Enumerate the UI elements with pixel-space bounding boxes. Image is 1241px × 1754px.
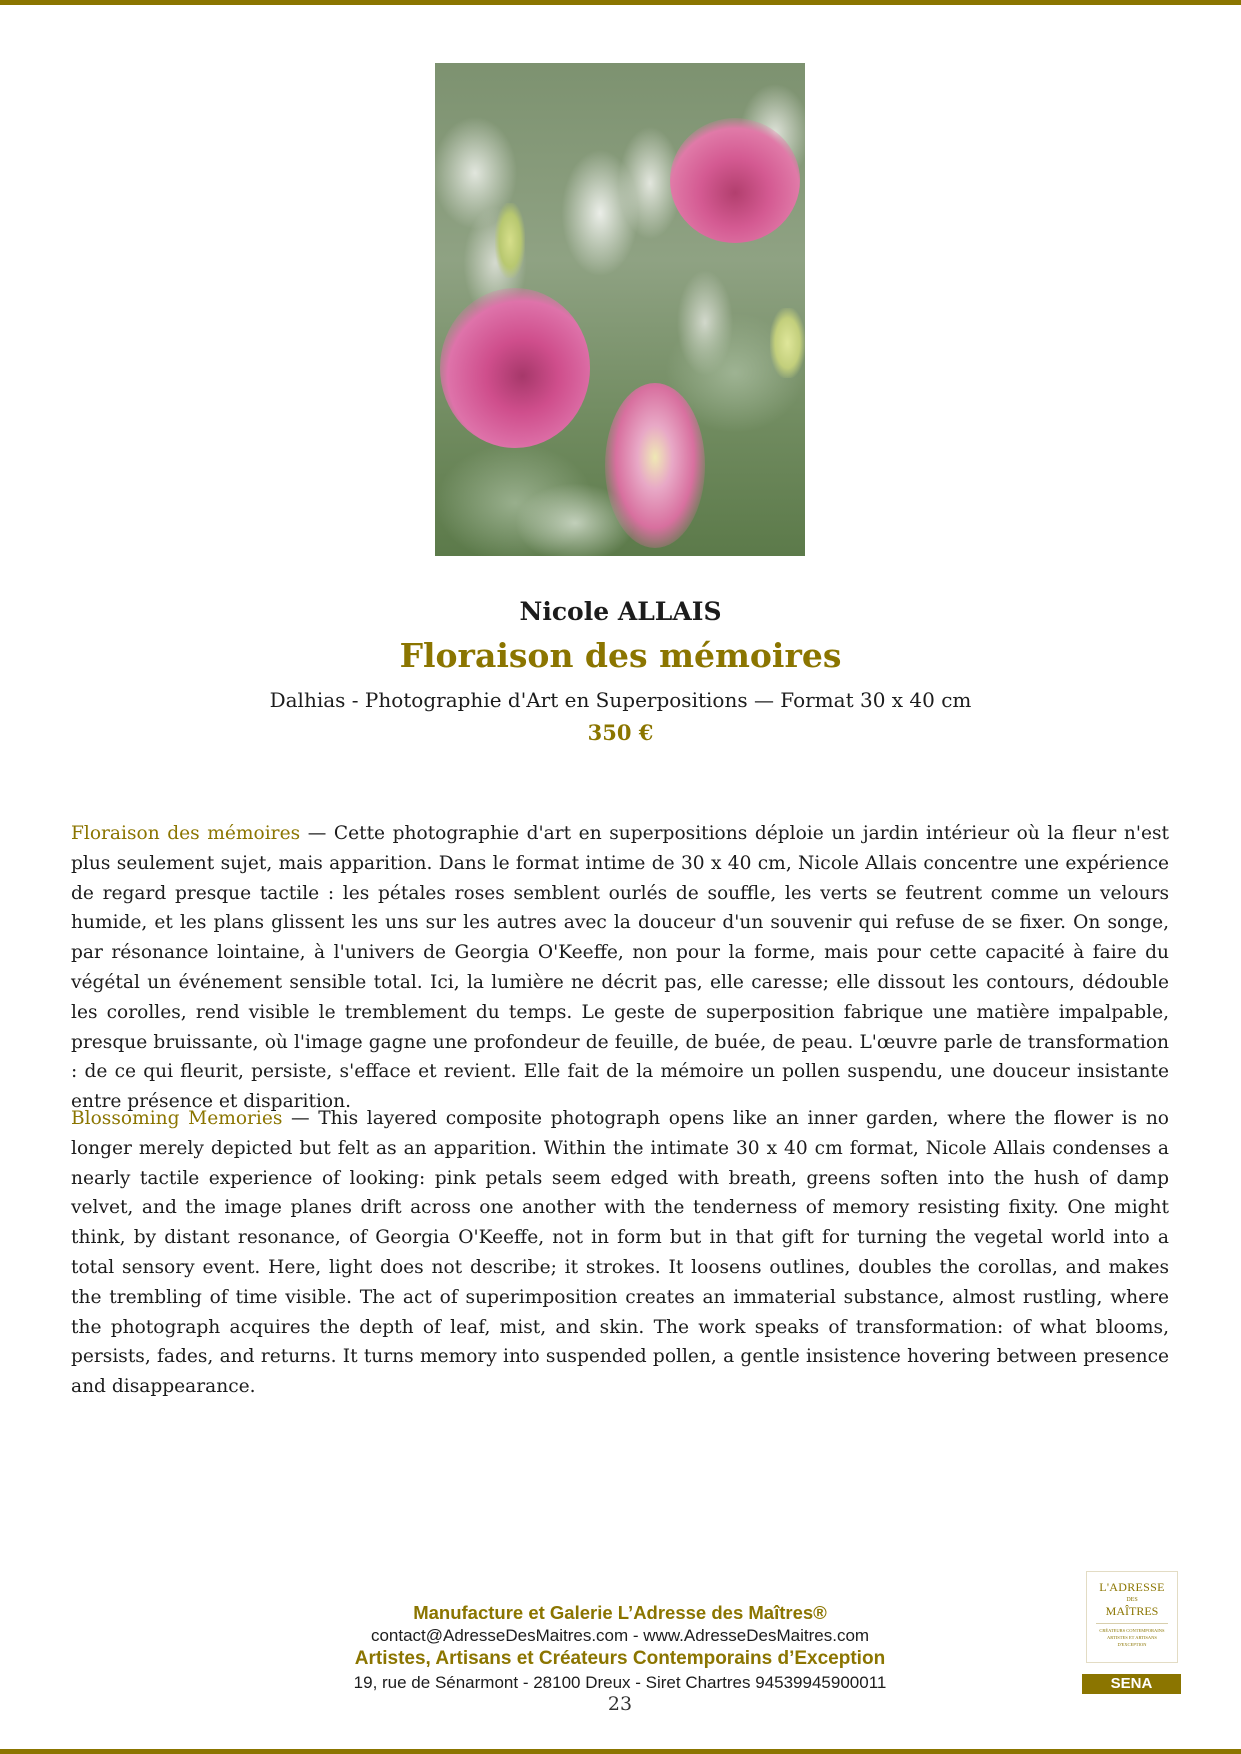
description-fr bbox=[71, 819, 1169, 1117]
top-border-bar bbox=[0, 0, 1241, 5]
page-number: 23 bbox=[607, 1693, 633, 1715]
artwork-title: Floraison des mémoires bbox=[399, 636, 842, 675]
logo-line: DES bbox=[1126, 1597, 1138, 1603]
bottom-border-bar bbox=[0, 1749, 1241, 1754]
footer-tagline: Artistes, Artisans et Créateurs Contemporains d’Exception bbox=[354, 1648, 886, 1669]
logo-line: CRÉATEURS CONTEMPORAINS bbox=[1099, 1628, 1165, 1633]
sena-badge: SENA bbox=[1082, 1674, 1181, 1694]
artist-name: Nicole ALLAIS bbox=[519, 597, 722, 626]
gallery-logo bbox=[1086, 1571, 1178, 1663]
footer-gallery-name: Manufacture et Galerie L’Adresse des Maîtres® bbox=[413, 1602, 827, 1623]
logo-line: ARTISTES ET ARTISANS bbox=[1107, 1635, 1157, 1640]
description-en bbox=[71, 1104, 1169, 1402]
logo-line: D'EXCEPTION bbox=[1117, 1642, 1147, 1647]
dahlia-shape bbox=[605, 383, 705, 548]
dahlia-shape bbox=[440, 288, 590, 448]
description-en-text: — This layered composite photograph opens like an inner garden, where the flower is no longer merely depicted but felt as an apparition. Within the intimate 30 x 40 cm format, Nicole Allais condenses a nearly tactile experience of looking: pink petals seem edged with breath, greens soften into the hush of damp velvet, and the image planes drift across one another with the tenderness of memory resisting fixity. One might think, by distant resonance, of Georgia O'Keeffe, not in form but in that gift for turning the vegetal world into a total sensory event. Here, light does not describe; it strokes. It loosens outlines, doubles the corollas, and makes the trembling of time visible. The act of superimposition creates an immaterial substance, almost rustling, where the photograph acquires the depth of leaf, mist, and skin. The work speaks of transformation: of what blooms, persists, fades, and returns. It turns memory into suspended pollen, a gentle insistence hovering between presence and disappearance. bbox=[71, 1108, 1170, 1398]
artwork-subtitle: Dalhias - Photographie d'Art en Superpositions — Format 30 x 40 cm bbox=[269, 688, 972, 712]
description-fr-text: — Cette photographie d'art en superpositions déploie un jardin intérieur où la fleur n'est plus seulement sujet, mais apparition. Dans le format intime de 30 x 40 cm, Nicole Allais concentre une expérience de regard presque tactile : les pétales roses semblent ourlés de souffle, les verts se feutrent comme un velours humide, et les plans glissent les uns sur les autres avec la douceur d'un souvenir qui refuse de se fixer. On songe, par résonance lointaine, à l'univers de Georgia O'Keeffe, non pour la forme, mais pour cette capacité à faire du végétal un événement sensible total. Ici, la lumière ne décrit pas, elle caresse; elle dissout les contours, dédouble les corolles, rend visible le tremblement du temps. Le geste de superposition fabrique une matière impalpable, presque bruissante, où l'image gagne une profondeur de feuille, de buée, de peau. L'œuvre parle de transformation : de ce qui fleurit, persiste, s'efface et revient. Elle fait de la mémoire un pollen suspendu, une douceur insistante entre présence et disparition. bbox=[71, 823, 1169, 1113]
logo-line: L'ADRESSE bbox=[1099, 1580, 1165, 1594]
bud-shape bbox=[495, 203, 525, 278]
artwork-price: 350 € bbox=[587, 720, 654, 745]
logo-line: MAÎTRES bbox=[1105, 1604, 1159, 1618]
bud-shape bbox=[770, 308, 805, 378]
description-fr-lead: Floraison des mémoires bbox=[71, 823, 301, 844]
dahlia-shape bbox=[670, 118, 800, 243]
logo-divider bbox=[1096, 1623, 1168, 1624]
footer-address: 19, rue de Sénarmont - 28100 Dreux - Siret Chartres 94539945900011 bbox=[353, 1673, 887, 1692]
footer-contact: contact@AdresseDesMaitres.com - www.AdresseDesMaitres.com bbox=[370, 1626, 870, 1645]
description-en-lead: Blossoming Memories bbox=[71, 1108, 283, 1129]
artwork-photo bbox=[435, 63, 805, 556]
